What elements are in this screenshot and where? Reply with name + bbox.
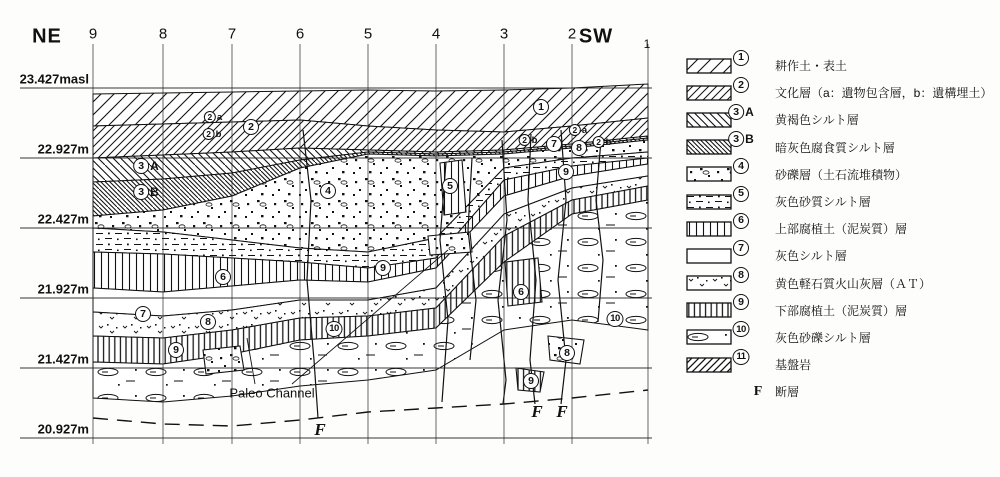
legend-text: 文化層（a：遺物包含層，b：遺構埋土） [775,86,993,101]
legend [686,52,998,405]
station-number: 9 [88,25,98,43]
layer-circle-number: 6 [733,213,749,229]
legend-swatch [686,329,732,345]
legend-row-6 [686,215,998,242]
layer-circle-number: 8 [571,140,587,156]
legend-fault-text: 断層 [775,385,800,400]
layer-circle-number: 2 [733,77,749,93]
layer-circle-number: 7 [733,240,749,256]
layer-suffix: b [605,136,612,148]
elevation-label: 21.927m [37,281,89,297]
legend-text: 基盤岩 [775,358,812,373]
layer-circle-number: 2 [203,128,215,140]
layer-label-5 [442,178,458,194]
legend-swatch [686,139,732,155]
layer-label-10 [326,321,343,337]
layer-circle-number: 2 [519,134,531,146]
layer-circle-number: 11 [733,349,750,365]
legend-row-1 [686,52,998,79]
legend-swatch [686,58,732,74]
layer-label-6 [513,284,529,300]
station-number: 5 [363,25,373,43]
layer-circle-number: 9 [558,164,574,180]
layer-circle-number: 2 [569,124,581,136]
legend-text: 上部腐植土（泥炭質）層 [775,222,908,237]
legend-swatch [686,221,732,237]
layer-label-2 [243,119,259,135]
fault-f-label: F [314,420,326,439]
legend-text: 黄褐色シルト層 [775,113,859,128]
layer-label-6 [215,269,231,285]
legend-swatch [686,302,732,318]
paleo-channel-label: Paleo Channel [229,385,315,401]
legend-swatch [686,112,732,128]
layer-circle-number: 3 [133,184,149,200]
layer-circle-number: 9 [168,342,184,358]
legend-text: 灰色砂礫シルト層 [775,330,871,345]
legend-swatch [686,194,732,210]
legend-row-11 [686,351,998,378]
layer-circle-number: 4 [733,158,749,174]
layer-suffix: a [216,111,223,123]
legend-swatch [686,357,732,373]
legend-row-9 [686,297,998,324]
layer-circle-number: 9 [523,373,539,389]
fault-f-label: F [556,402,568,421]
legend-row-3A [686,106,998,133]
station-number: 1 [643,37,651,51]
legend-row-fault [686,378,998,405]
legend-fault-symbol: F [753,383,763,399]
elevation-label: 22.927m [37,141,89,157]
fault-f-label: F [531,402,543,421]
layer-label-7 [546,136,562,152]
layer-suffix: A [150,159,159,173]
layer-label-8 [559,345,575,361]
layer-label-2b [203,128,222,140]
layer-circle-number: 8 [200,314,216,330]
legend-swatch [686,275,732,291]
layer-circle-number: 2 [243,119,259,135]
elevation-label: 20.927m [37,421,89,437]
layer-circle-number: 2 [593,136,605,148]
layer-circle-number: 2 [204,111,216,123]
legend-row-5 [686,188,998,215]
legend-row-8 [686,270,998,297]
layer-circle-number: 10 [733,321,750,337]
layer-circle-number: 3 [728,104,744,120]
legend-swatch [686,248,732,264]
layer-circle-number: 6 [215,269,231,285]
legend-text: 砂礫層（土石流堆積物） [775,167,908,182]
layer-circle-number: 5 [733,186,749,202]
layer-label-9 [523,373,539,389]
direction-sw-label: SW [578,25,614,48]
layer-suffix: a [581,124,588,136]
legend-row-7 [686,242,998,269]
station-number: 3 [499,25,509,43]
layer-suffix: B [150,185,159,199]
layer-label-4 [320,183,336,199]
legend-row-4 [686,161,998,188]
layer-label-7 [135,306,151,322]
layer-circle-number: 1 [733,50,749,66]
station-number: 8 [158,25,168,43]
layer-label-8 [200,314,216,330]
layer-circle-number: 9 [733,294,749,310]
elevation-label: 21.427m [37,351,89,367]
layer-suffix: A [745,104,754,119]
layer-circle-number: 8 [559,345,575,361]
legend-row-10 [686,324,998,351]
layer-label-8 [571,140,587,156]
layer-label-9 [375,260,391,276]
layer-label-10 [607,311,624,327]
layer-label-2a [204,111,222,123]
layer-label-3A [133,158,159,174]
station-number: 7 [227,25,237,43]
layer-circle-number: 4 [320,183,336,199]
layer-suffix: b [215,128,222,140]
layer-label-2a [569,124,587,136]
elevation-label: 22.427m [37,211,89,227]
legend-text: 耕作土・表土 [775,59,848,74]
layer-label-9 [168,342,184,358]
layer-circle-number: 3 [728,131,744,147]
layer-circle-number: 9 [375,260,391,276]
layer-circle-number: 7 [546,136,562,152]
legend-text: 灰色シルト層 [775,249,847,264]
legend-text: 灰色砂質シルト層 [775,195,871,210]
layer-circle-number: 10 [607,311,624,327]
layer-suffix: b [531,134,538,146]
legend-text: 黄色軽石質火山灰層（ＡＴ） [775,276,932,291]
layer-circle-number: 3 [133,158,149,174]
layer-circle-number: 5 [442,178,458,194]
layer-label-1 [533,99,549,115]
layer-circle-number: 10 [326,321,343,337]
legend-text: 下部腐植土（泥炭質）層 [775,303,908,318]
elevation-label: 23.427masl [19,71,89,87]
layer-circle-number: 6 [513,284,529,300]
station-number: 2 [567,25,577,43]
layer-suffix: B [745,132,754,147]
station-number: 6 [295,25,305,43]
layer-circle-number: 7 [135,306,151,322]
legend-text: 暗灰色腐食質シルト層 [775,140,895,155]
legend-row-3B [686,134,998,161]
legend-row-2 [686,79,998,106]
layer-circle-number: 8 [733,267,749,283]
legend-swatch [686,166,732,182]
layer-circle-number: 1 [533,99,549,115]
layer-label-3B [133,184,159,200]
station-number: 4 [431,25,441,43]
layer-label-2b [519,134,538,146]
direction-ne-label: NE [32,25,62,48]
layer-label-9 [558,164,574,180]
legend-swatch [686,85,732,101]
layer-label-2b [593,136,612,148]
